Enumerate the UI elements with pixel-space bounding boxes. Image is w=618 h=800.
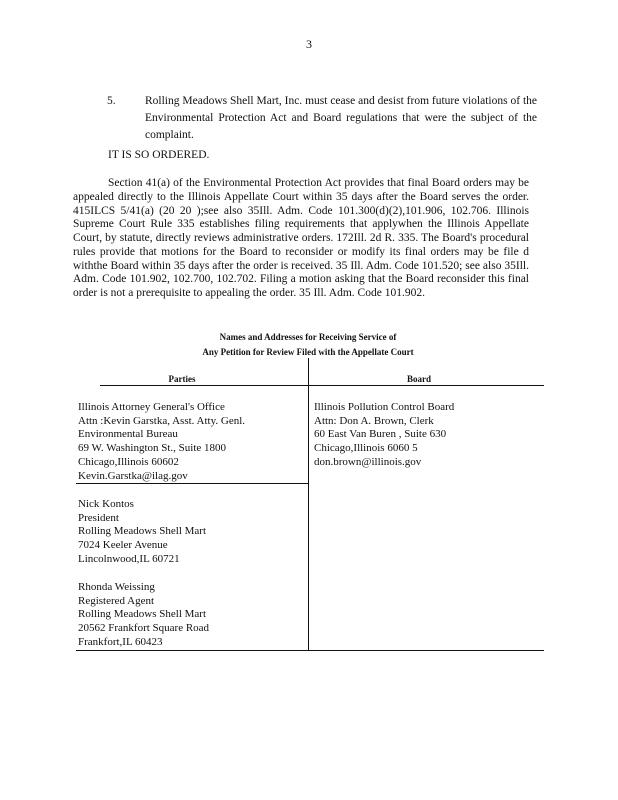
party-line: Nick Kontos xyxy=(78,498,134,510)
party-line: Illinois Attorney General's Office xyxy=(78,401,225,413)
table-title-line-2: Any Petition for Review Filed with the Appellate Court xyxy=(202,347,414,357)
party-email[interactable]: Kevin.Garstka@ilag.gov xyxy=(78,469,188,482)
board-column-header: Board xyxy=(406,374,431,384)
item-number: 5. xyxy=(107,95,116,107)
party-line: Rhonda Weissing xyxy=(78,581,155,593)
party-line: Rolling Meadows Shell Mart xyxy=(78,525,207,538)
party-line: Rolling Meadows Shell Mart xyxy=(78,608,207,621)
board-block xyxy=(314,401,454,470)
party-line: Environmental Bureau xyxy=(78,428,178,441)
party-line: Frankfort,IL 60423 xyxy=(78,635,163,648)
board-email[interactable]: don.brown@illinois.gov xyxy=(314,455,422,468)
party-line: Attn :Kevin Garstka, Asst. Atty. Genl. xyxy=(78,414,246,427)
board-line: Chicago,Illinois 6060 5 xyxy=(314,442,418,455)
party-block-weissing xyxy=(78,581,209,650)
party-line: Registered Agent xyxy=(78,594,155,607)
party-block-attorney-general xyxy=(78,401,245,483)
table-header-rule xyxy=(100,385,544,386)
page-number: 3 xyxy=(306,37,312,51)
so-ordered: IT IS SO ORDERED. xyxy=(108,149,210,161)
party-line: Lincolnwood,IL 60721 xyxy=(78,552,180,565)
party-line: 69 W. Washington St., Suite 1800 xyxy=(78,442,227,455)
item-text: Rolling Meadows Shell Mart, Inc. must cease and desist from future violations of the Environmental Protection Act and Board regulations that were the subject of the complaint. xyxy=(145,95,537,141)
board-line: Illinois Pollution Control Board xyxy=(314,401,455,413)
table-column-divider xyxy=(308,358,309,650)
table-bottom-rule xyxy=(76,650,544,651)
party-line: Chicago,Illinois 60602 xyxy=(78,455,179,468)
party-line: 20562 Frankfort Square Road xyxy=(78,622,210,635)
party-line: President xyxy=(78,511,119,524)
order-item-5 xyxy=(107,93,537,144)
party-block-kontos xyxy=(78,498,206,567)
parties-column-header: Parties xyxy=(168,374,196,384)
appeal-paragraph: Section 41(a) of the Environmental Protection Act provides that final Board orders may be appealed directly to the Illinois Appellate Court within 35 days after the Board serves the order. 415ILCS 5/41(a) (20 20 );see also 35Ill. Adm. Code 101.300(d)(2),101.906, 102.706. Illinois Supreme Court Rule 335 establishes filing requirements that applywhen the Illinois Appellate Court, by statute, directly reviews administrative orders. 172Ill. 2d R. 335. The Board's procedural rules provide that motions for the Board to reconsider or modify its final orders may be file d withthe Board within 35 days after the order is received. 35 Ill. Adm. Code 101.520; see also 35Ill. Adm. Code 101.902, 102.700, 102.702. Filing a motion asking that the Board reconsider this final order is not a prerequisite to appealing the order. 35 Ill. Adm. Code 101.902. xyxy=(73,177,529,299)
board-line: 60 East Van Buren , Suite 630 xyxy=(314,428,447,441)
board-line: Attn: Don A. Brown, Clerk xyxy=(314,414,434,427)
party-line: 7024 Keeler Avenue xyxy=(78,539,168,552)
table-title-line-1: Names and Addresses for Receiving Service of xyxy=(219,332,397,342)
service-table-title xyxy=(150,330,466,360)
